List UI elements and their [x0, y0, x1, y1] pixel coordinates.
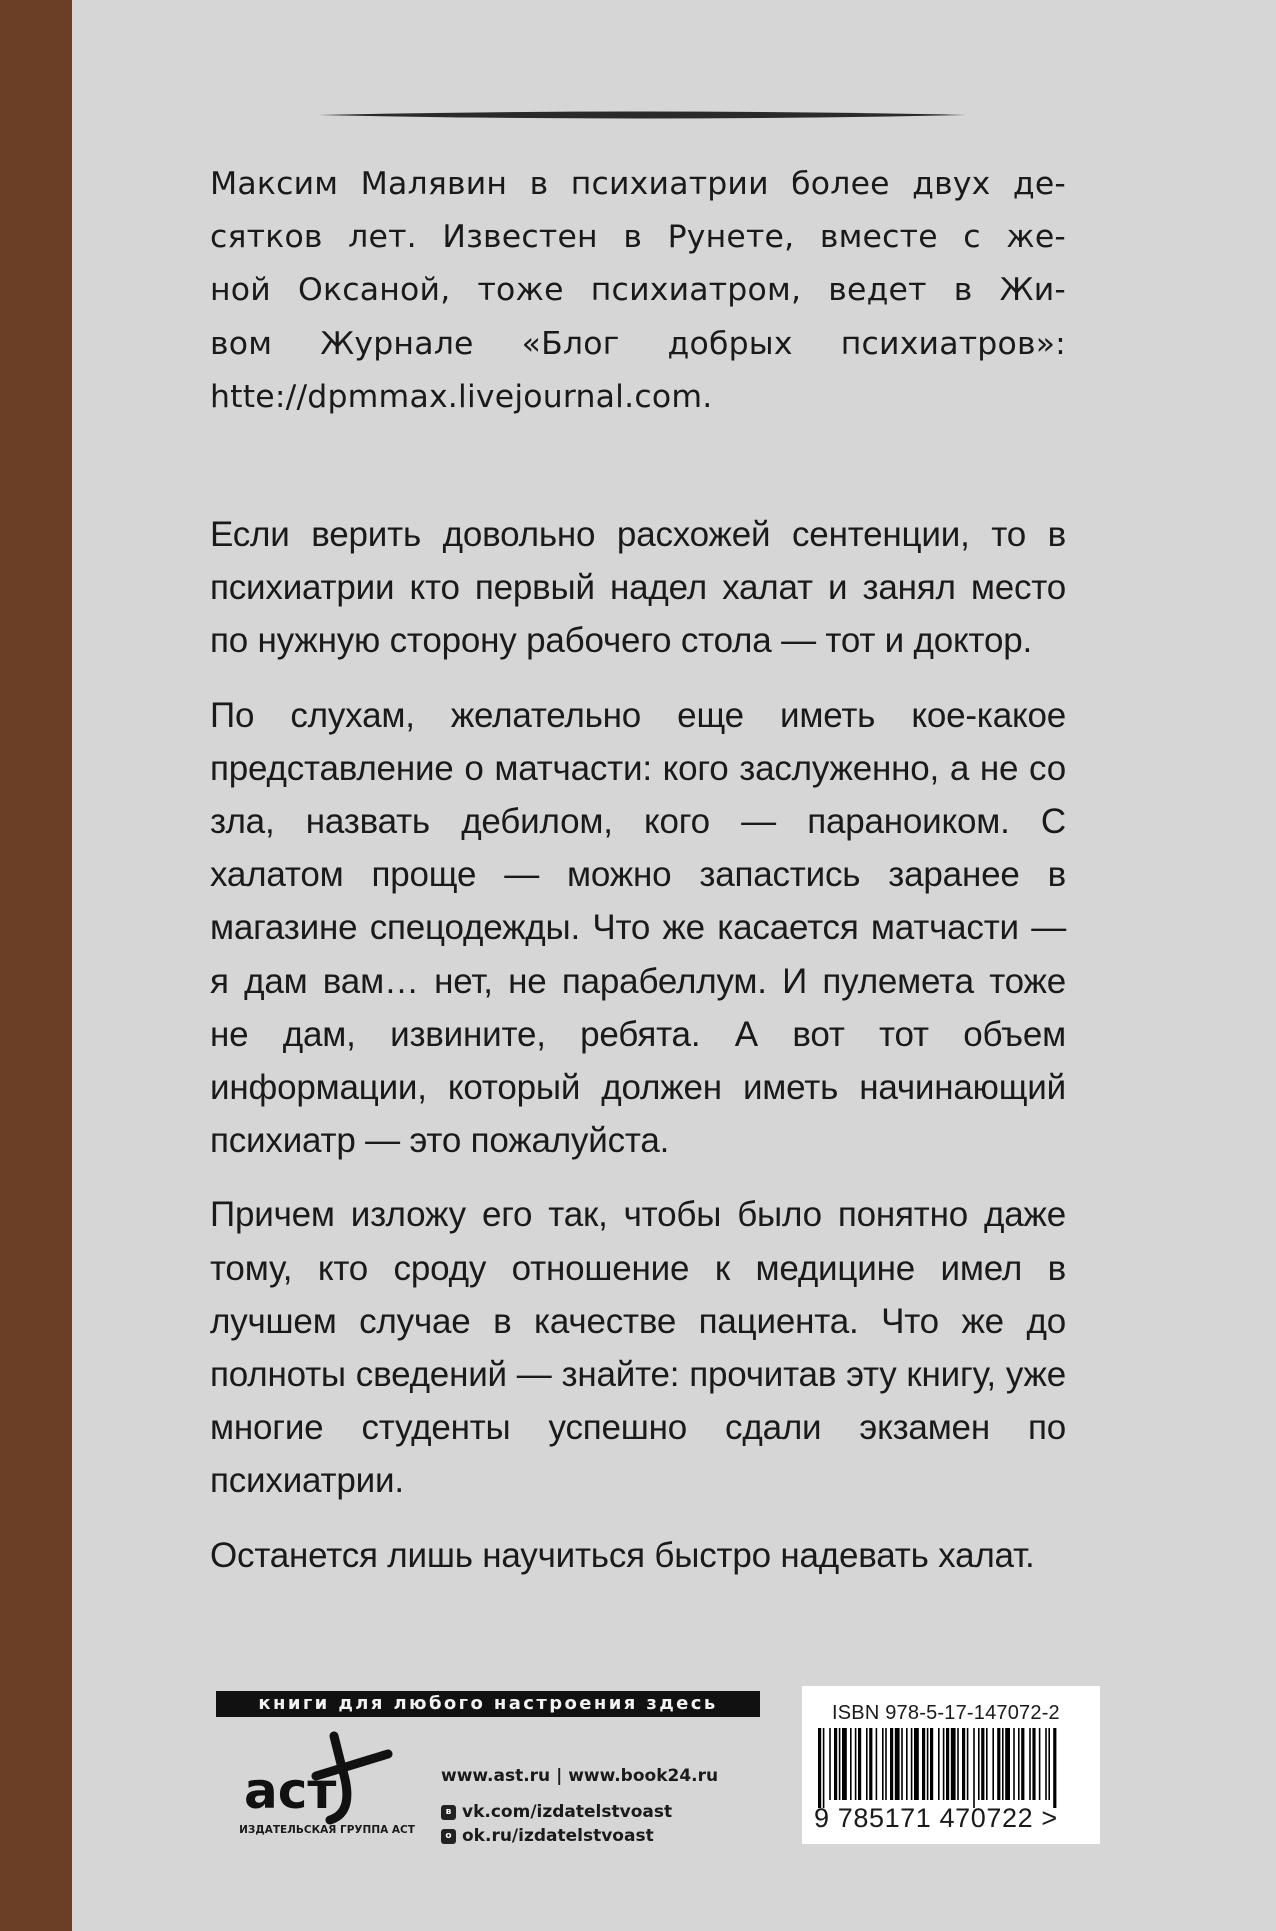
barcode-bar — [834, 1728, 837, 1800]
barcode-bar — [914, 1728, 919, 1800]
publisher-links — [441, 1765, 718, 1847]
barcode-bar — [876, 1728, 878, 1800]
blurb-paragraph: Если верить довольно расхожей сентенции, то в психиатрии кто первый надел халат и занял место по нужную сторону рабочего стола — тот и доктор. — [210, 515, 1066, 661]
isbn-label: ISBN 978-5-17-147072-2 — [832, 1702, 1060, 1724]
blurb-paragraph: Останется лишь научиться быстро надевать халат. — [210, 1535, 1035, 1575]
barcode-bar — [901, 1728, 903, 1800]
barcode-bar — [858, 1728, 861, 1800]
barcode-bar — [1021, 1728, 1024, 1800]
barcode-bar — [981, 1728, 984, 1800]
barcode-bar — [869, 1728, 872, 1800]
barcode-bar — [1053, 1728, 1056, 1808]
websites-row — [441, 1765, 718, 1787]
barcode-bar — [986, 1728, 988, 1800]
barcode-bar — [946, 1728, 949, 1800]
ok-link[interactable]: ok.ru/izdatelstvoast — [462, 1826, 654, 1846]
book-blurb — [210, 508, 1066, 1582]
isbn-barcode — [802, 1686, 1100, 1844]
websites-link[interactable]: www.ast.ru | www.book24.ru — [441, 1766, 719, 1786]
barcode-bar — [1032, 1728, 1035, 1800]
barcode-bar — [823, 1728, 825, 1808]
barcode-bar — [1048, 1728, 1050, 1800]
barcode-bar — [997, 1728, 1000, 1800]
barcode-bar — [839, 1728, 841, 1800]
barcode-bar — [1039, 1728, 1041, 1800]
barcode-bar — [895, 1728, 900, 1800]
decorative-rule — [318, 111, 966, 119]
blurb-paragraph: По слухам, желательно еще иметь кое-какое представление о матчасти: кого заслуженно, а не со зла, назвать дебилом, кого — параноиком. С халатом проще — можно запастись заранее в магазине спецодежды. Что же касается матчасти — я дам вам… нет, не парабеллум. И пулемета тоже не дам, извините, ребята. А вот тот объем информации, который должен иметь начинающий психиатр — это пожалуйста. — [210, 695, 1066, 1161]
author-line: ной Оксаной, тоже психиатром, ведет в Жи- — [210, 272, 1066, 309]
tagline-banner: книги для любого настроения здесь — [216, 1691, 760, 1717]
barcode-bar — [855, 1728, 857, 1800]
barcode-bar — [962, 1728, 965, 1800]
logo-text: аст — [244, 1762, 337, 1820]
author-line: вом Журнале «Блог добрых психиатров»: — [210, 325, 1066, 362]
barcode-bar — [885, 1728, 887, 1800]
author-paragraph — [210, 158, 1066, 424]
barcode-bar — [882, 1728, 884, 1800]
barcode-bar — [842, 1728, 847, 1800]
barcode-bar — [850, 1728, 852, 1800]
barcode-bar — [1018, 1728, 1020, 1800]
barcode-bar — [967, 1728, 969, 1800]
author-line: Максим Малявин в психиатрии более двух де- — [210, 166, 1066, 202]
ok-icon: о — [441, 1829, 456, 1844]
barcode-bar — [818, 1728, 821, 1808]
barcode-bar — [938, 1728, 940, 1800]
barcode-bar — [1013, 1728, 1015, 1800]
book-spine — [0, 0, 72, 1931]
barcode-bar — [866, 1728, 868, 1800]
barcode-bar — [906, 1728, 908, 1800]
barcode-bar — [957, 1728, 959, 1800]
barcode-bar — [1045, 1728, 1047, 1800]
barcode-digits: 9 785171 470722 > — [814, 1803, 1058, 1833]
publisher-name: ИЗДАТЕЛЬСКАЯ ГРУППА АСТ — [239, 1824, 415, 1836]
barcode-bar — [1005, 1728, 1010, 1800]
barcode-bar — [922, 1728, 925, 1800]
blurb-paragraph: Причем изложу его так, чтобы было понятно даже тому, кто сроду отношение к медицине имел в лучшем случае в качестве пациента. Что же до полноты сведений — знайте: прочитав эту книгу, уже многие студенты успешно сдали экзамен по психиатрии. — [210, 1195, 1066, 1501]
ast-logo — [238, 1728, 408, 1826]
barcode-bar — [829, 1728, 831, 1800]
barcode-bar — [951, 1728, 956, 1800]
vk-row — [441, 1801, 718, 1823]
author-line: сятков лет. Известен в Рунете, вместе с же- — [210, 219, 1066, 256]
barcode-bar — [930, 1728, 933, 1800]
barcode-bar — [911, 1728, 913, 1800]
vk-link[interactable]: vk.com/izdatelstvoast — [462, 1802, 673, 1822]
vk-icon: в — [441, 1805, 456, 1820]
barcode-bar — [973, 1728, 975, 1808]
barcode-bar — [890, 1728, 893, 1800]
barcode-bar — [1002, 1728, 1004, 1800]
barcode-bar — [927, 1728, 929, 1800]
ok-row — [441, 1825, 718, 1847]
barcode-bar — [1029, 1728, 1031, 1800]
barcode-bars — [818, 1728, 1058, 1808]
author-blog-url: htte://dpmmax.livejournal.com. — [210, 378, 713, 415]
barcode-bar — [978, 1728, 980, 1800]
barcode-bar — [943, 1728, 945, 1800]
barcode-bar — [992, 1728, 994, 1800]
